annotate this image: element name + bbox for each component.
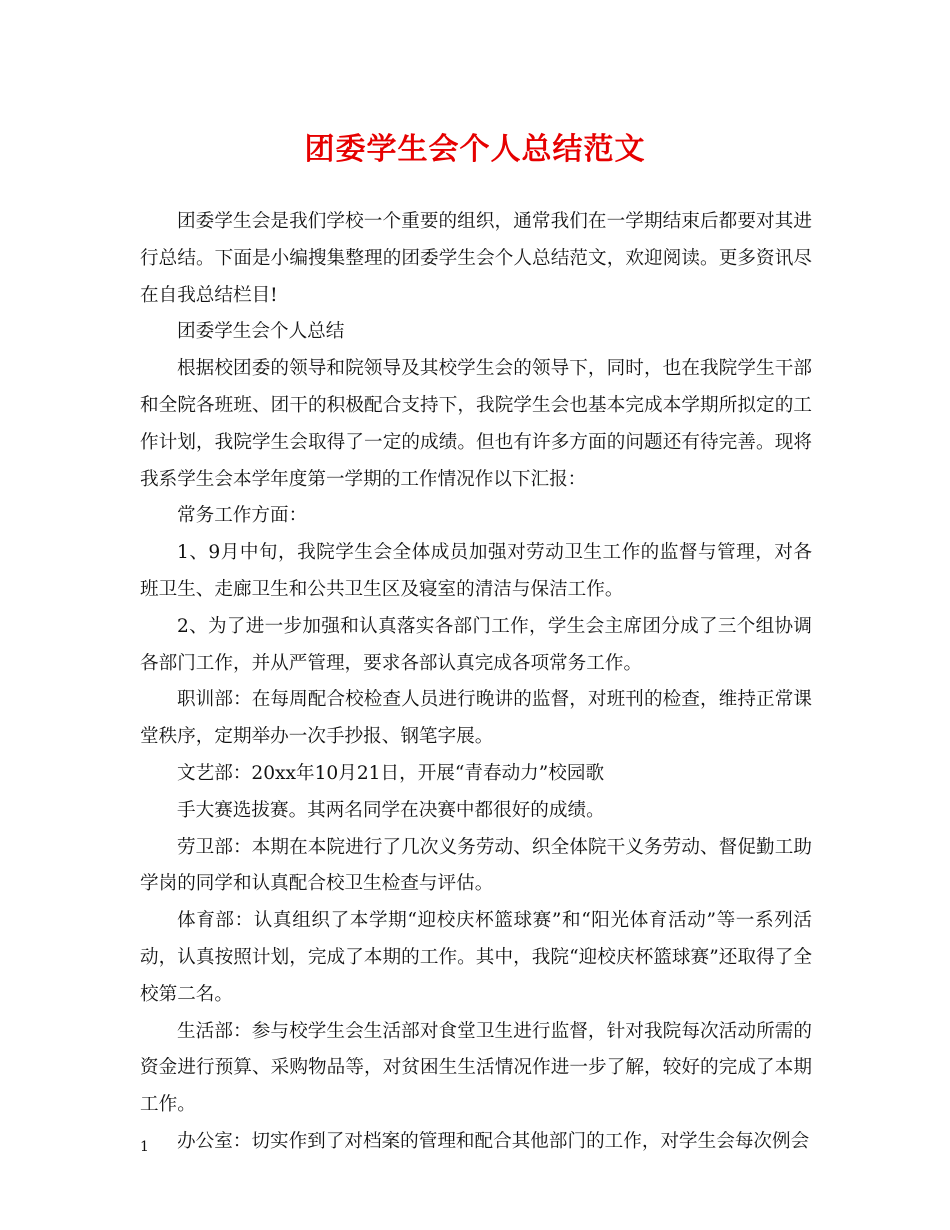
paragraph-overview: 根据校团委的领导和院领导及其校学生会的领导下，同时，也在我院学生干部和全院各班班、团干的积极配合支持下，我院学生会也基本完成本学期所拟定的工作计划，我院学生会取得了一定的成绩。但也有许多方面的问题还有待完善。现将我系学生会本学年度第一学期的工作情况作以下汇报： <box>140 358 812 490</box>
document-title: 团委学生会个人总结范文 <box>304 132 646 167</box>
paragraph-routine-heading: 常务工作方面： <box>177 505 308 527</box>
paragraph-sports-dept: 体育部：认真组织了本学期“迎校庆杯篮球赛”和“阳光体育活动”等一系列活动，认真按照计划，完成了本期的工作。其中，我院“迎校庆杯篮球赛”还取得了全校第二名。 <box>140 910 812 1005</box>
paragraph-arts-dept: 文艺部：20xx年10月21日，开展“青春动力”校园歌 <box>177 762 605 784</box>
paragraph-labor-dept: 劳卫部：本期在本院进行了几次义务劳动、织全体院干义务劳动、督促勤工助学岗的同学和认真配合校卫生检查与评估。 <box>140 836 812 895</box>
paragraph-item-2: 2、为了进一步加强和认真落实各部门工作，学生会主席团分成了三个组协调各部门工作，并从严管理，要求各部认真完成各项常务工作。 <box>140 615 812 674</box>
paragraph-item-1: 1、9月中旬，我院学生会全体成员加强对劳动卫生工作的监督与管理，对各班卫生、走廊卫生和公共卫生区及寝室的清洁与保洁工作。 <box>140 542 812 600</box>
paragraph-arts-dept-cont: 手大赛选拔赛。其两名同学在决赛中都很好的成绩。 <box>177 799 605 821</box>
paragraph-life-dept: 生活部：参与校学生会生活部对食堂卫生进行监督，针对我院每次活动所需的资金进行预算、采购物品等，对贫困生生活情况作进一步了解，较好的完成了本期工作。 <box>140 1020 812 1116</box>
paragraph-subheading: 团委学生会个人总结 <box>177 321 345 343</box>
paragraph-intro: 团委学生会是我们学校一个重要的组织，通常我们在一学期结束后都要对其进行总结。下面是小编搜集整理的团委学生会个人总结范文，欢迎阅读。更多资讯尽在自我总结栏目! <box>140 211 812 306</box>
document-body <box>140 204 812 1161</box>
paragraph-training-dept: 职训部：在每周配合校检查人员进行晚讲的监督，对班刊的检查，维持正常课堂秩序，定期举办一次手抄报、钢笔字展。 <box>140 689 812 748</box>
page-number: 1 <box>140 1139 149 1155</box>
paragraph-office: 办公室：切实作到了对档案的管理和配合其他部门的工作，对学生会每次例会 <box>177 1130 810 1152</box>
